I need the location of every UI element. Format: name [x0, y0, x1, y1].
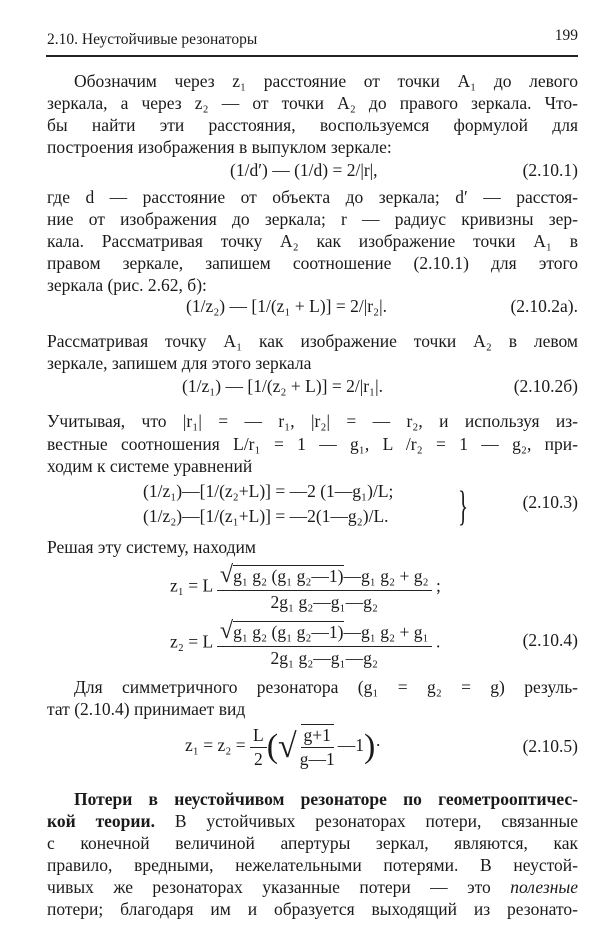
text-line: правило, вредными, нежелательными потерями. В неустой- — [47, 855, 578, 875]
numerator: g+1 — [301, 724, 334, 748]
equation-2-10-4-z1: z₁ = L $\frac{\text{√g₁ g₂ (g₁ g₂—1)—g₁ g₂ + g₂}}{\text{2g₁ g₂—g₁—g₂}}$ ; — [170, 562, 441, 612]
denominator: 2 — [253, 748, 263, 769]
text-line — [47, 876, 578, 898]
equation-label: (2.10.4) — [522, 630, 578, 650]
text-line: ние от изображения до зеркала; r — радиус кривизны зер- — [47, 209, 578, 229]
text-run: В устойчивых резонаторах потери, связанные — [154, 811, 578, 831]
denominator: 2g₁ g₂—g₁—g₂ — [270, 592, 378, 612]
equation-2-10-3-line2: (1/z₂)—[1/(z₁+L)] = —2(1—g₂)/L. — [143, 506, 389, 526]
equation-label: (2.10.2а). — [510, 296, 578, 316]
text-line: ходим к системе уравнений — [47, 456, 253, 476]
text-line: потери; благодаря им и образуется выходящий из резонато- — [47, 899, 578, 919]
emphasis: полезные — [510, 877, 578, 897]
text-line: зеркала (рис. 2.62, б): — [47, 275, 207, 295]
denominator: 2g₁ g₂—g₁—g₂ — [270, 648, 378, 668]
text-line: Для симметричного резонатора (g₁ = g₂ = g) резуль- — [74, 677, 578, 697]
header-rule — [46, 55, 578, 57]
text-line: зеркала, а через z₂ — от точки A₂ до правого зеркала. Что- — [47, 93, 578, 113]
equation-label: (2.10.3) — [522, 492, 578, 512]
lhs: z₁ = L — [170, 575, 213, 596]
text-line: Обозначим через z₁ расстояние от точки A₁ до левого — [74, 71, 578, 91]
radicand: g₁ g₂ (g₁ g₂—1) — [233, 622, 344, 642]
numerator-rest: —g₁ g₂ + g₁ — [343, 622, 429, 642]
equation-label: (2.10.1) — [522, 160, 578, 180]
text-run: чивых же резонаторах указанные потери — это — [47, 877, 511, 897]
text-line: кала. Рассматривая точку A₂ как изображение точки A₁ в — [47, 231, 578, 251]
equation-label: (2.10.5) — [522, 736, 578, 756]
punctuation: ; — [435, 575, 441, 596]
text-line: Рассматривая точку A₁ как изображение точки A₂ в левом — [47, 331, 578, 351]
page-number: 199 — [554, 27, 578, 44]
text-line: тат (2.10.4) принимает вид — [47, 699, 246, 719]
text-line: бы найти эти расстояния, воспользуемся формулой для — [47, 115, 578, 135]
section-run-in-heading: кой теории. — [47, 811, 155, 831]
text-line: с конечной величиной апертуры зеркал, являются, как — [47, 833, 578, 853]
text-line: зеркале, запишем для этого зеркала — [47, 353, 312, 373]
text-line: Решая эту систему, находим — [47, 537, 256, 557]
text-line: вестные соотношения L/r₁ = 1 — g₁, L /r₂ = 1 — g₂, при- — [47, 434, 578, 454]
denominator: g—1 — [299, 749, 335, 769]
text-line: построения изображения в выпуклом зеркале: — [47, 137, 392, 157]
punctuation: . — [435, 631, 441, 652]
equation-2-10-4-z2: z₂ = L $\frac{\text{√g₁ g₂ (g₁ g₂—1)—g₁ g₂ + g₁}}{\text{2g₁ g₂—g₁—g₂}}$ . — [170, 618, 441, 668]
equation-2-10-2b: (1/z₁) — [1/(z₂ + L)] = 2/|r₁|. — [182, 376, 384, 396]
equation-2-10-2a: (1/z₂) — [1/(z₁ + L)] = 2/|r₂|. — [186, 296, 388, 316]
text-line — [47, 810, 578, 832]
text-line — [47, 788, 578, 810]
tail: —1 — [337, 735, 364, 756]
text-line: Учитывая, что |r₁| = — r₁, |r₂| = — r₂, и используя из- — [47, 411, 578, 431]
lhs: z₁ = z₂ = — [185, 735, 246, 756]
system-brace: } — [458, 484, 469, 530]
equation-2-10-1: (1/d′) — (1/d) = 2/|r|, — [230, 160, 378, 180]
equation-2-10-3-line1: (1/z₁)—[1/(z₂+L)] = —2 (1—g₁)/L; — [143, 481, 394, 501]
text-line: правом зеркале, запишем соотношение (2.10.1) для этого — [47, 253, 578, 273]
section-run-in-heading: Потери в неустойчивом резонаторе по геометрооптичес- — [74, 789, 578, 809]
lhs: z₂ = L — [170, 631, 213, 652]
equation-2-10-5: z₁ = z₂ = $\frac{L}{2}$ (√ $\frac{g+1}{g—1}$ —1)· — [185, 724, 382, 769]
radicand: g₁ g₂ (g₁ g₂—1) — [233, 566, 344, 586]
punctuation: · — [375, 735, 382, 756]
running-header: 2.10. Неустойчивые резонаторы — [47, 31, 258, 48]
numerator-rest: —g₁ g₂ + g₂ — [343, 566, 429, 586]
equation-label: (2.10.2б) — [513, 376, 578, 396]
numerator: L — [250, 725, 267, 748]
text-line: где d — расстояние от объекта до зеркала; d′ — расстоя- — [47, 187, 578, 207]
